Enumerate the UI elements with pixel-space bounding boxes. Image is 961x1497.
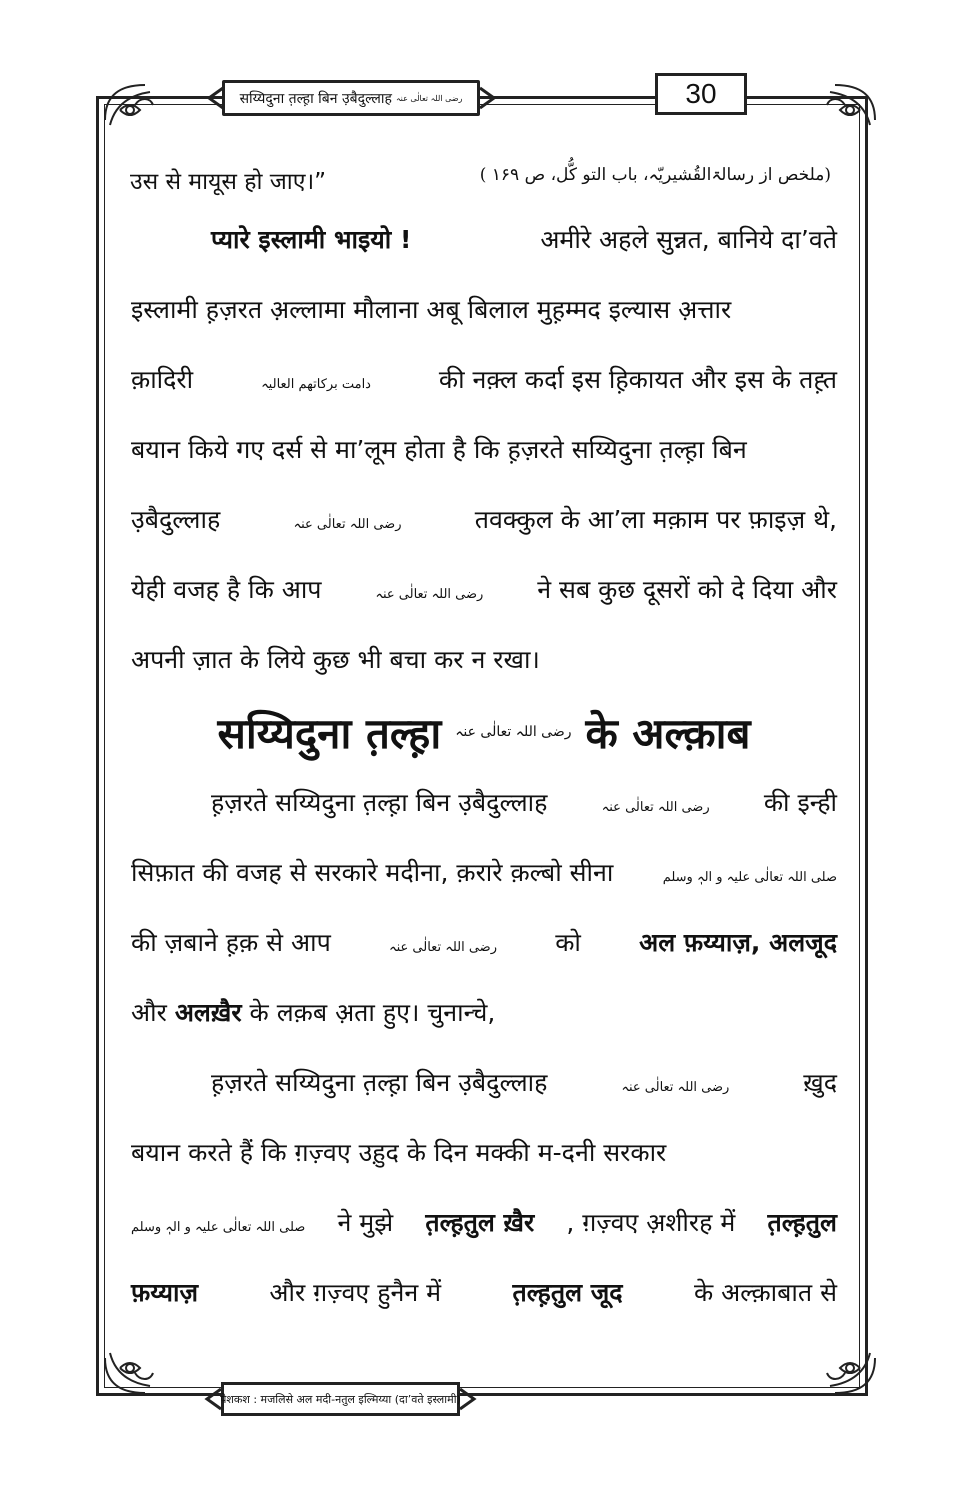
header-honorific: رضی اللہ تعالٰی عنہ [395,93,463,103]
text-line: प्यारे इस्लामी भाइयो ! अमीरे अहले सुन्नत, बानिये दा’वते [211,225,837,254]
emphasis-text: फ़य्याज़ [131,1278,199,1307]
text-line: और अलख़ैर के लक़ब अ़ता हुए। चुनान्चे, [131,998,496,1027]
arabic-honorific: رضی اللہ تعالٰی عنہ [293,517,402,532]
text-line: ह़ज़रते सय्यिदुना त़ल्ह़ा बिन उ़बैदुल्लाह رضی اللہ تعالٰی عنہ की इन्ही [131,788,837,823]
text-line: उ़बैदुल्लाह رضی اللہ تعالٰی عنہ तवक्कुल के आ’ला मक़ाम पर फ़ाइज़ थे, [131,505,837,540]
corner-ornament-icon [800,1318,880,1398]
section-heading: सय्यिदुना त़ल्ह़ा رضی اللہ تعالٰی عنہ के अल्क़ाब [217,708,751,758]
arabic-honorific: رضی اللہ تعالٰی عنہ [601,800,710,815]
page-number: 30 [655,73,747,115]
footer-right-arrow-icon [458,1387,478,1411]
emphasis-text: त़ल्ह़तुल जूद [512,1278,623,1307]
arabic-honorific: رضی اللہ تعالٰی عنہ [389,940,497,955]
text-line: अपनी ज़ात के लिये कुछ भी बचा कर न रखा। [131,645,540,674]
text-line: फ़य्याज़ और ग़ज़्वए हुनैन में त़ल्ह़तुल जूद के अल्क़ाबात से [131,1278,837,1307]
text-line: बयान करते हैं कि ग़ज़्वए उह़ुद के दिन मक्की म-दनी सरकार [131,1138,667,1167]
emphasis-text: अल फ़य्याज़, अलजूद [639,928,837,957]
corner-ornament-icon [800,80,880,160]
publisher-footer: पेशकश : मजलिसे अल मदी-नतुल इल्मिय्या (दा’वते इस्लामी) [221,1382,460,1416]
emphasis-text: प्यारे इस्लामी भाइयो ! [211,225,412,254]
emphasis-text: त़ल्ह़तुल [767,1208,837,1237]
emphasis-text: त़ल्ह़तुल ख़ैर [425,1208,535,1237]
arabic-honorific: رضی اللہ تعالٰی عنہ [455,724,572,740]
corner-ornament-icon [100,1318,180,1398]
text-line: क़ादिरी دامت برکاتھم العالیہ की नक़्ल कर्दा इस ह़िकायत और इस के तह़्त [131,365,837,400]
arabic-honorific: رضی اللہ تعالٰی عنہ [375,587,484,602]
text-line: येही वजह है कि आप رضی اللہ تعالٰی عنہ ने सब कुछ दूसरों को दे दिया और [131,575,837,610]
quote-ending: उस से मायूस हो जाए।” [130,169,327,195]
arabic-salutation: صلی اللہ تعالٰی علیہ و الہٖ وسلم [662,870,837,885]
text-line: सिफ़ात की वजह से सरकारे मदीना, क़रारे क़ल्बो सीना صلی اللہ تعالٰی علیہ و الہٖ وسلم [131,858,837,893]
emphasis-text: अलख़ैर [174,998,242,1027]
text-line: صلی اللہ تعالٰی علیہ و الہٖ وسلم ने मुझे त़ल्ह़तुल ख़ैर , ग़ज़्वए अ़शीरह में त़ल्ह़तुल [131,1208,837,1243]
source-citation: (ملخص از رسالۃالقُشیریّہ، باب التو کُّل، ص ۱۶۹ ) [479,165,831,185]
arabic-honorific: رضی اللہ تعالٰی عنہ [621,1080,730,1095]
arabic-salutation: صلی اللہ تعالٰی علیہ و الہٖ وسلم [131,1220,306,1235]
running-header-title [222,80,480,116]
corner-ornament-icon [100,80,180,160]
text-line: इस्लामी ह़ज़रत अ़ल्लामा मौलाना अबू बिलाल मुह़म्मद इल्यास अ़त्तार [131,295,732,324]
title-right-arrow-icon [478,86,498,110]
header-title-text: सय्यिदुना त़ल्ह़ा बिन उ़बैदुल्लाह [239,90,392,107]
text-line: की ज़बाने ह़क़ से आप رضی اللہ تعالٰی عنہ को अल फ़य्याज़, अलजूद [131,928,837,963]
text-line: ह़ज़रते सय्यिदुना त़ल्ह़ा बिन उ़बैदुल्लाह رضی اللہ تعالٰی عنہ ख़ुद [131,1068,837,1103]
text-line: बयान किये गए दर्स से मा’लूम होता है कि ह़ज़रते सय्यिदुना त़ल्ह़ा बिन [131,435,747,464]
arabic-honorific: دامت برکاتھم العالیہ [261,377,371,392]
